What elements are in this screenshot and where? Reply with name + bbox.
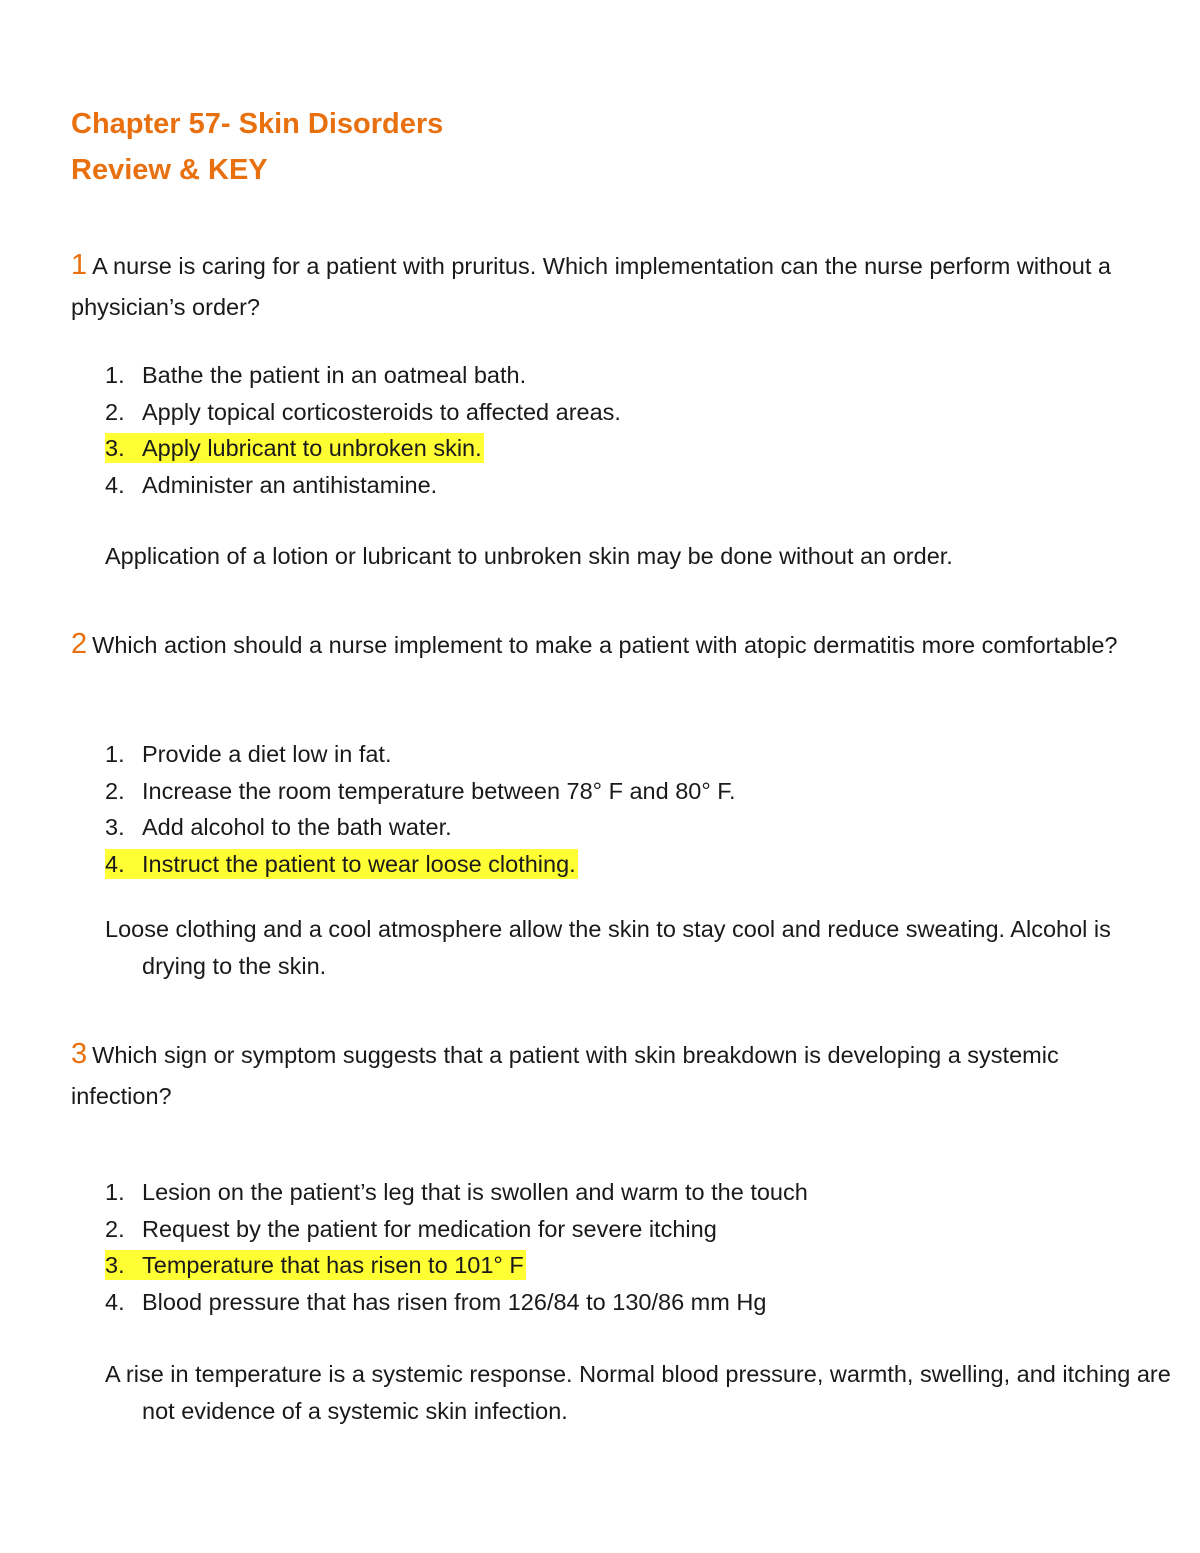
option-number: 3. xyxy=(105,1252,125,1278)
question-text: A nurse is caring for a patient with pruritus. Which implementation can the nurse perform without a physician’s order? xyxy=(71,253,1111,320)
correct-answer-option xyxy=(105,430,623,467)
option-text: Add alcohol to the bath water. xyxy=(142,814,452,840)
option-text: Apply topical corticosteroids to affected areas. xyxy=(142,398,621,425)
answer-option xyxy=(105,773,738,810)
option-number: 1. xyxy=(105,362,125,388)
correct-answer-option xyxy=(105,846,738,883)
answer-option xyxy=(105,1284,810,1321)
question-text: Which action should a nurse implement to make a patient with atopic dermatitis more comfortable? xyxy=(92,632,1118,658)
option-number: 4. xyxy=(105,1288,125,1315)
answer-option xyxy=(105,1174,810,1211)
option-text: Bathe the patient in an oatmeal bath. xyxy=(142,362,527,388)
question-2 xyxy=(71,624,1131,666)
option-number: 2. xyxy=(105,1215,125,1242)
answer-options-2 xyxy=(105,736,738,882)
rationale-3: A rise in temperature is a systemic response. Normal blood pressure, warmth, swelling, and itching are not evidence of a systemic skin infection. xyxy=(105,1361,1171,1424)
question-number: 2 xyxy=(71,628,88,660)
answer-options-3 xyxy=(105,1174,810,1320)
option-text: Increase the room temperature between 78° F and 80° F. xyxy=(142,777,736,804)
option-text: Apply lubricant to unbroken skin. xyxy=(142,435,482,461)
answer-option xyxy=(105,357,623,394)
option-number: 2. xyxy=(105,777,125,804)
option-number: 4. xyxy=(105,471,125,498)
option-number: 1. xyxy=(105,1179,125,1205)
option-number: 3. xyxy=(105,435,125,461)
answer-option xyxy=(105,394,623,431)
question-number: 1 xyxy=(71,249,88,281)
rationale-2: Loose clothing and a cool atmosphere allow the skin to stay cool and reduce sweating. Alcohol is drying to the skin. xyxy=(105,916,1111,979)
answer-option xyxy=(105,1211,810,1248)
answer-option xyxy=(105,467,623,504)
option-text: Request by the patient for medication for severe itching xyxy=(142,1215,717,1242)
correct-answer-option xyxy=(105,1247,810,1284)
option-text: Provide a diet low in fat. xyxy=(142,741,392,767)
option-text: Administer an antihistamine. xyxy=(142,471,438,498)
option-text: Lesion on the patient’s leg that is swollen and warm to the touch xyxy=(142,1179,808,1205)
option-text: Instruct the patient to wear loose clothing. xyxy=(142,850,576,877)
question-text: Which sign or symptom suggests that a patient with skin breakdown is developing a systemic infection? xyxy=(71,1042,1059,1109)
option-text: Blood pressure that has risen from 126/84 to 130/86 mm Hg xyxy=(142,1288,767,1315)
answer-option xyxy=(105,809,738,846)
option-text: Temperature that has risen to 101° F xyxy=(142,1252,524,1278)
option-number: 1. xyxy=(105,741,125,767)
rationale-1: Application of a lotion or lubricant to unbroken skin may be done without an order. xyxy=(105,543,953,569)
answer-option xyxy=(105,736,738,773)
answer-options-1 xyxy=(105,357,623,503)
question-number: 3 xyxy=(71,1038,88,1070)
question-3 xyxy=(71,1034,1131,1117)
option-number: 4. xyxy=(105,850,125,877)
option-number: 3. xyxy=(105,814,125,840)
question-1 xyxy=(71,245,1131,328)
option-number: 2. xyxy=(105,398,125,425)
document-title: Chapter 57- Skin Disorders xyxy=(71,108,444,140)
document-subtitle: Review & KEY xyxy=(71,154,268,186)
